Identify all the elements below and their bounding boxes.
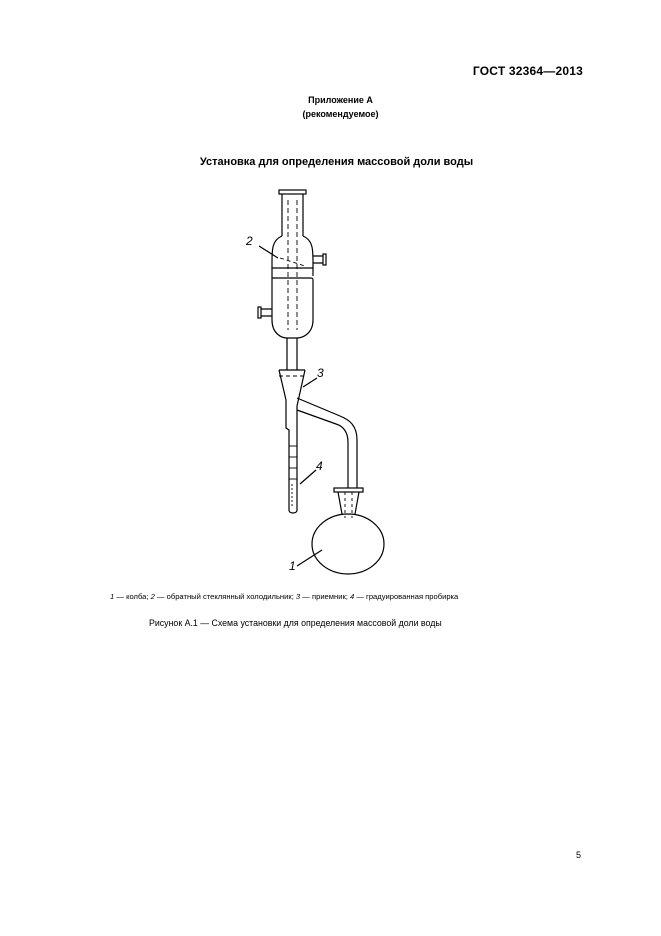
callout-3: 3 [317,366,324,380]
legend-text-3: приемник; [311,592,350,601]
callout-leader-1 [297,550,322,566]
graduated-tube [286,400,297,513]
legend-text-4: градуированная пробирка [366,592,459,601]
legend-num-3: 3 [295,592,301,601]
condenser-top-neck [282,194,303,236]
figure-legend: 1 — колба; 2 — обратный стеклянный холодильник; 3 — приемник; 4 — градуированная пробирка [110,592,459,601]
condenser-side-tube-right [313,256,323,263]
callout-4: 4 [316,459,323,473]
condenser-side-tube-left [261,309,272,316]
legend-num-2: 2 [150,592,155,601]
legend-text-1: колба; [126,592,151,601]
page-number: 5 [576,850,582,860]
section-title: Установка для определения массовой доли воды [199,156,474,168]
round-bottom-flask [312,514,384,574]
figure-caption: Рисунок А.1 — Схема установки для определения массовой доли воды [149,618,442,628]
appendix-subtitle: (рекомендуемое) [302,109,379,119]
receiver-side-arm [297,398,357,488]
condenser-upper-bulb [272,236,313,268]
callout-1: 1 [289,559,296,573]
condenser-lower-jacket [272,276,313,338]
callout-leader-3 [303,378,317,387]
condenser-inner-tube [288,200,297,330]
condenser-stem [287,338,297,370]
top-stopper [279,190,306,194]
standard-designation: ГОСТ 32364—2013 [472,64,583,78]
callout-leader-2 [259,246,278,258]
callout-2: 2 [246,234,253,248]
receiver-cone [279,370,305,406]
legend-text-2: обратный стеклянный холодильник; [166,592,296,601]
flask-stopper [334,488,363,492]
callout-leader-4 [300,470,316,484]
legend-num-1: 1 [110,592,115,601]
graduation-marks [289,446,297,508]
legend-num-4: 4 [349,592,355,601]
appendix-title: Приложение А [308,95,373,105]
